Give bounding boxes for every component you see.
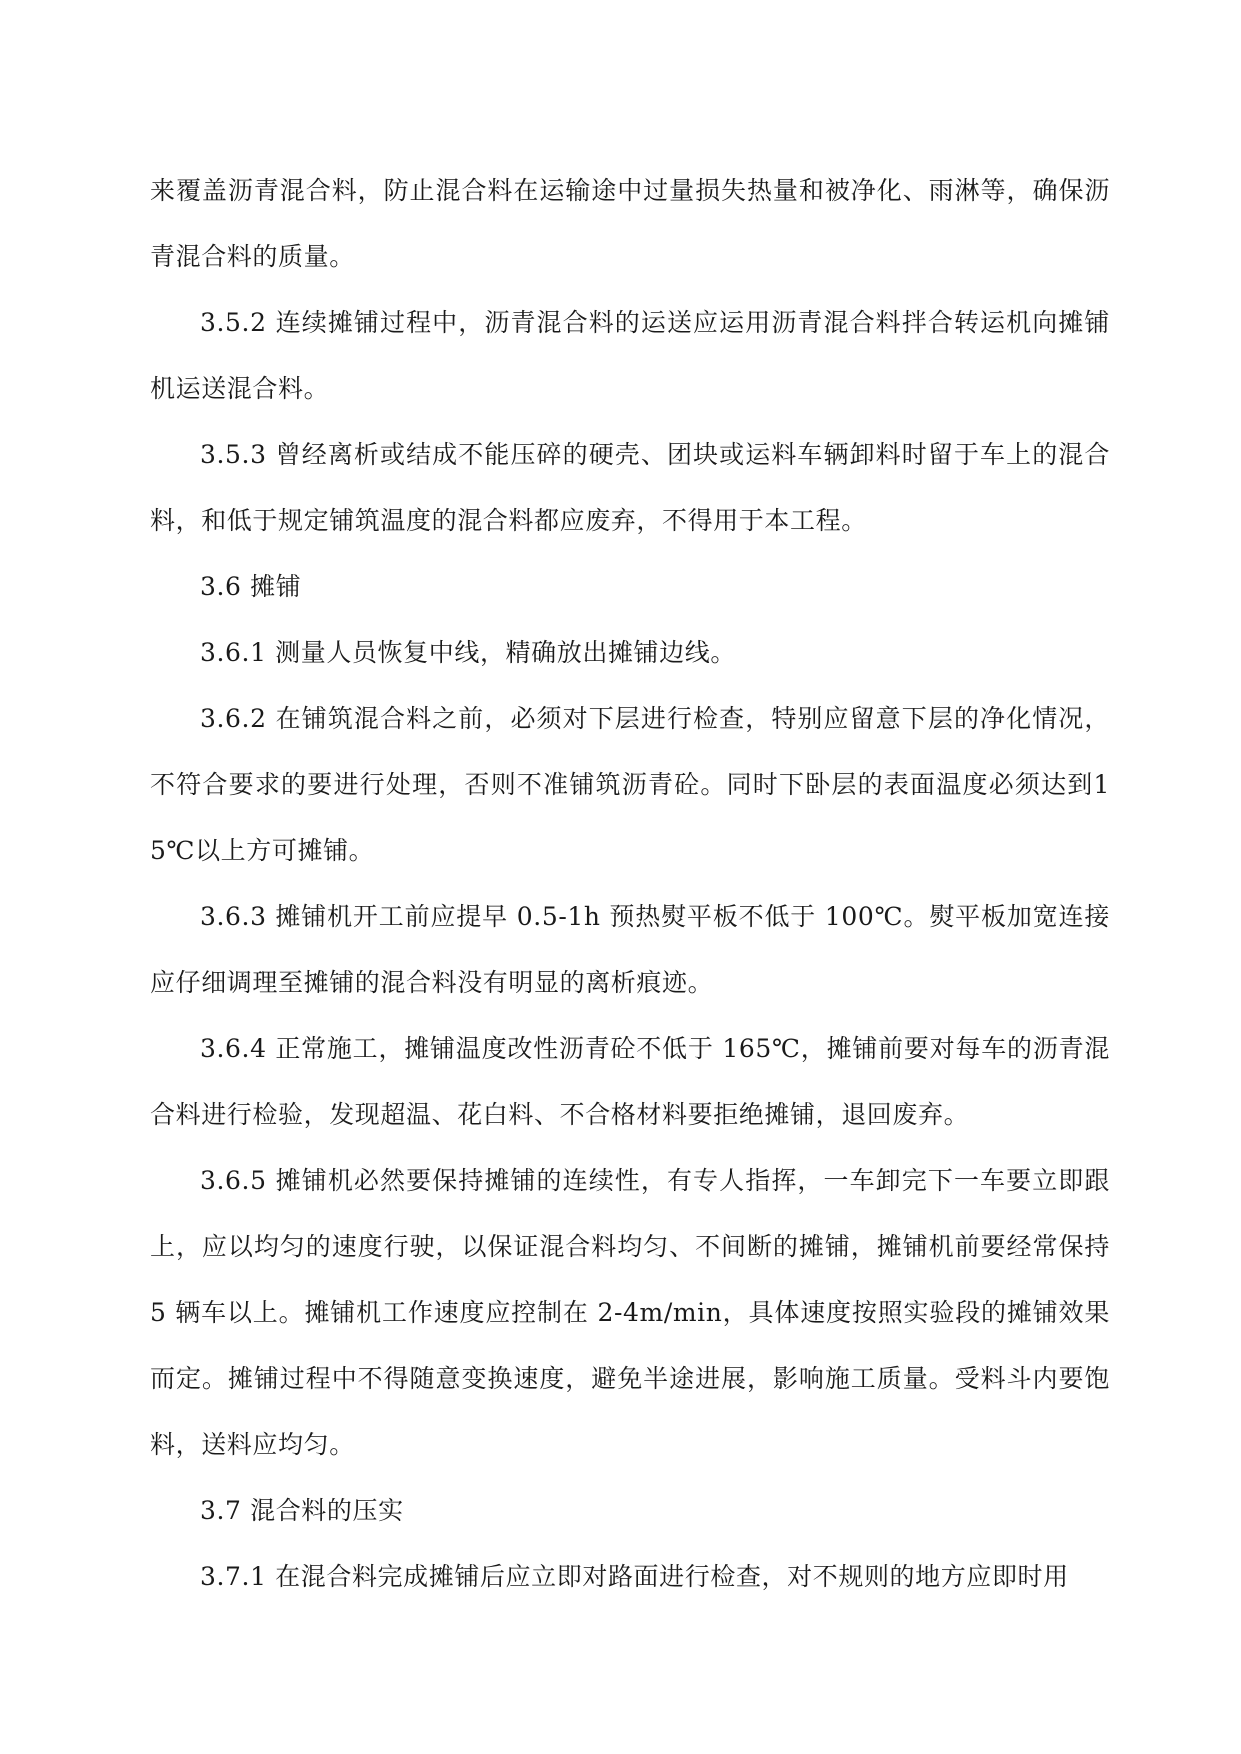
paragraph-3-6-1: 3.6.1 测量人员恢复中线，精确放出摊铺边线。 <box>200 638 736 667</box>
paragraph-3-6-2: 3.6.2 在铺筑混合料之前，必须对下层进行检查，特别应留意下层的净化情况，不符合要求的要进行处理，否则不准铺筑沥青砼。同时下卧层的表面温度必须达到15℃以上方可摊铺。 <box>150 704 1110 865</box>
paragraph-continuation: 来覆盖沥青混合料，防止混合料在运输途中过量损失热量和被净化、雨淋等，确保沥青混合料的质量。 <box>150 176 1110 271</box>
paragraph-3-7-1: 3.7.1 在混合料完成摊铺后应立即对路面进行检查，对不规则的地方应即时用 <box>200 1562 1069 1591</box>
section-heading-3-7: 3.7 混合料的压实 <box>200 1496 404 1525</box>
document-page <box>150 158 1110 1610</box>
paragraph-3-5-3: 3.5.3 曾经离析或结成不能压碎的硬壳、团块或运料车辆卸料时留于车上的混合料，和低于规定铺筑温度的混合料都应废弃，不得用于本工程。 <box>150 440 1110 535</box>
paragraph-3-5-2: 3.5.2 连续摊铺过程中，沥青混合料的运送应运用沥青混合料拌合转运机向摊铺机运送混合料。 <box>150 308 1110 403</box>
paragraph-3-6-4: 3.6.4 正常施工，摊铺温度改性沥青砼不低于 165℃，摊铺前要对每车的沥青混合料进行检验，发现超温、花白料、不合格材料要拒绝摊铺，退回废弃。 <box>150 1034 1110 1129</box>
paragraph-3-6-3: 3.6.3 摊铺机开工前应提早 0.5-1h 预热熨平板不低于 100℃。熨平板加宽连接应仔细调理至摊铺的混合料没有明显的离析痕迹。 <box>150 902 1110 997</box>
section-heading-3-6: 3.6 摊铺 <box>200 572 302 601</box>
paragraph-3-6-5: 3.6.5 摊铺机必然要保持摊铺的连续性，有专人指挥，一车卸完下一车要立即跟上，应以均匀的速度行驶，以保证混合料均匀、不间断的摊铺，摊铺机前要经常保持 5 辆车以上。摊铺机工作速度应控制在 2-4m/min，具体速度按照实验段的摊铺效果而定。摊铺过程中不得随意变换速度，避免半途进展，影响施工质量。受料斗内要饱料，送料应均匀。 <box>150 1166 1110 1459</box>
